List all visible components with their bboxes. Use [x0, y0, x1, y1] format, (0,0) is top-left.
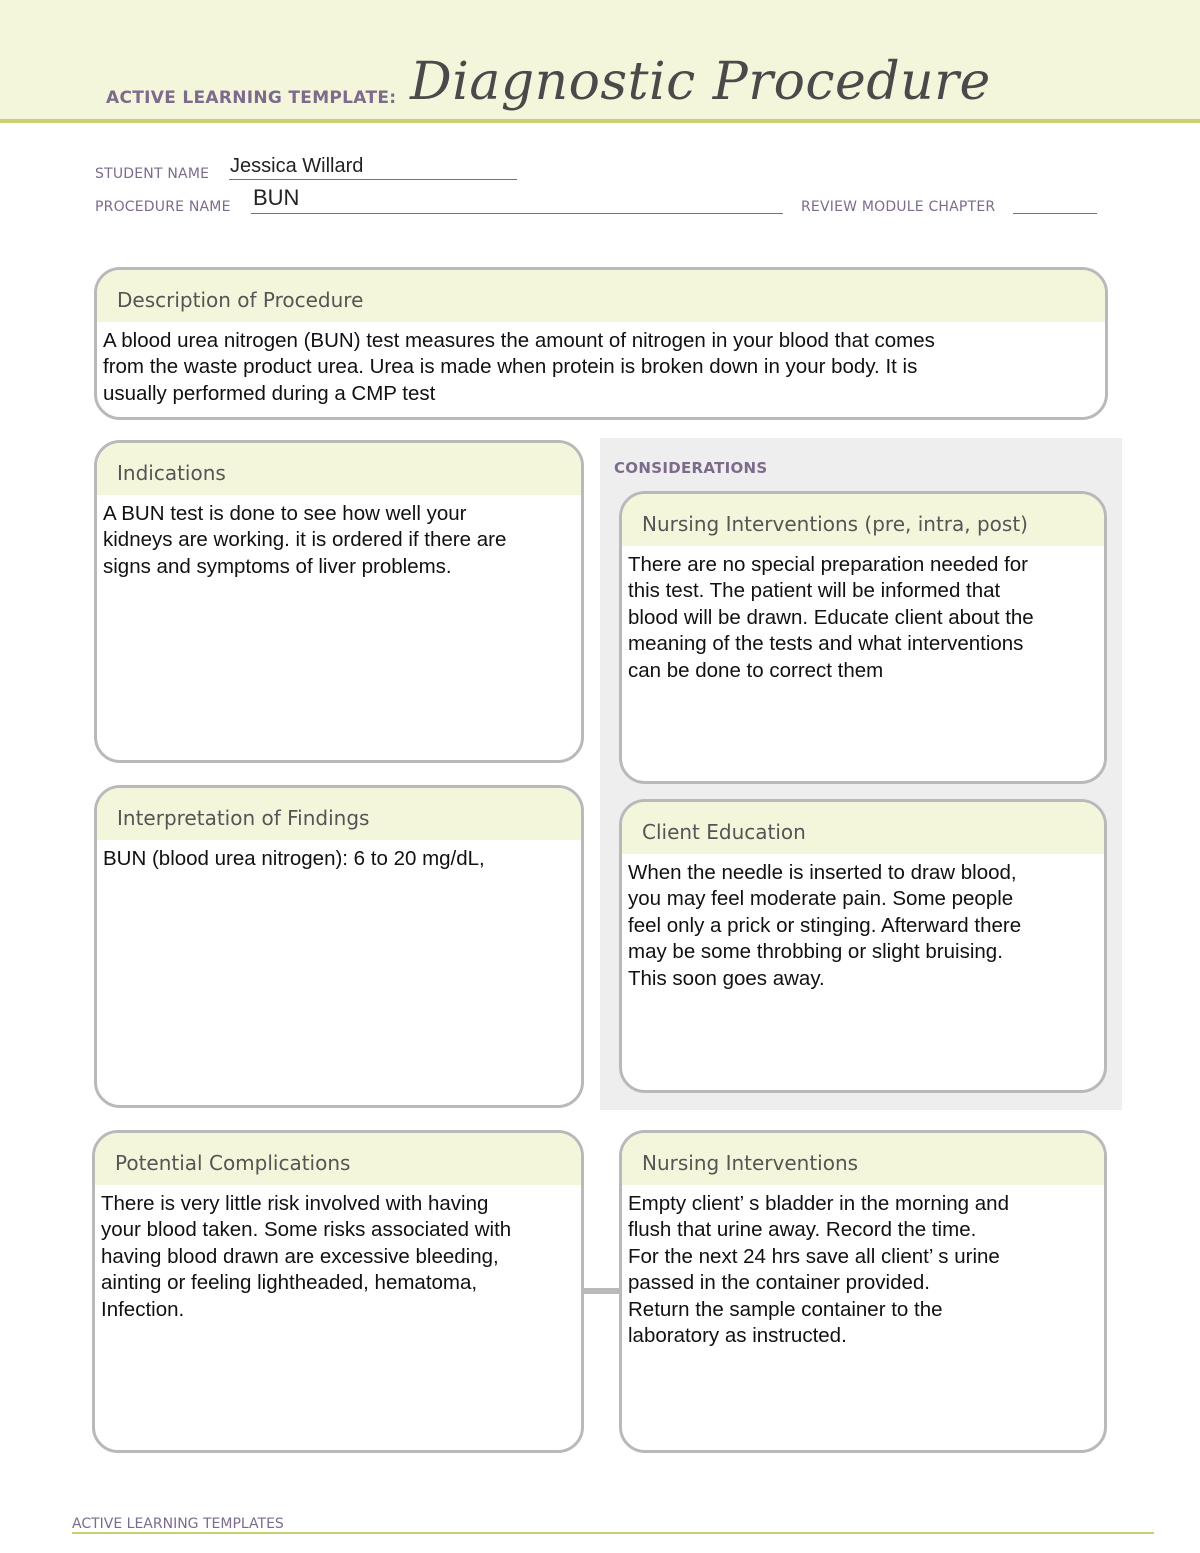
complications-body[interactable]: There is very little risk involved with having your blood taken. Some risks associated with having blood drawn are excessive bleeding, ainting or feeling lightheaded, hematoma, Infection. — [101, 1192, 512, 1321]
footer-rule — [72, 1532, 1154, 1534]
indications-heading: Indications — [97, 443, 581, 495]
section-connector — [583, 1288, 619, 1294]
interpretation-heading: Interpretation of Findings — [97, 788, 581, 840]
template-label: ACTIVE LEARNING TEMPLATE: — [106, 88, 397, 108]
client-education-heading: Client Education — [622, 802, 1104, 854]
indications-section — [94, 440, 584, 763]
nursing-interventions-ppp-section — [619, 491, 1107, 784]
procedure-name-value: BUN — [253, 185, 300, 210]
complications-heading: Potential Complications — [95, 1133, 581, 1185]
page-title: Diagnostic Procedure — [410, 52, 991, 112]
client-education-section — [619, 799, 1107, 1093]
description-body[interactable]: A blood urea nitrogen (BUN) test measures the amount of nitrogen in your blood that comes from the waste product urea. Urea is made when protein is broken down in your body. It is usually performed during a CMP test — [103, 329, 935, 405]
student-name-value: Jessica Willard — [230, 155, 364, 177]
description-section — [94, 267, 1108, 420]
review-module-chapter-label: REVIEW MODULE CHAPTER — [801, 199, 996, 215]
procedure-name-field[interactable] — [251, 198, 783, 214]
complications-section — [92, 1130, 584, 1453]
considerations-title: CONSIDERATIONS — [614, 459, 768, 477]
interpretation-body[interactable]: BUN (blood urea nitrogen): 6 to 20 mg/dL, — [103, 847, 485, 870]
nursing-interventions-heading: Nursing Interventions — [622, 1133, 1104, 1185]
nursing-interventions-ppp-body[interactable]: There are no special preparation needed for this test. The patient will be informed that blood will be drawn. Educate client about the meaning of the tests and what interventions can be done to correct them — [628, 553, 1034, 682]
indications-body[interactable]: A BUN test is done to see how well your kidneys are working. it is ordered if there are signs and symptoms of liver problems. — [103, 502, 507, 578]
interpretation-section — [94, 785, 584, 1108]
procedure-name-label: PROCEDURE NAME — [95, 199, 231, 215]
nursing-interventions-section — [619, 1130, 1107, 1453]
footer-label: ACTIVE LEARNING TEMPLATES — [72, 1516, 284, 1532]
nursing-interventions-ppp-heading: Nursing Interventions (pre, intra, post) — [622, 494, 1104, 546]
description-heading: Description of Procedure — [97, 270, 1105, 322]
client-education-body[interactable]: When the needle is inserted to draw blood, you may feel moderate pain. Some people feel only a prick or stinging. Afterward there may be some throbbing or slight bruising. This soon goes away. — [628, 861, 1022, 990]
header-band — [0, 0, 1200, 123]
student-name-label: STUDENT NAME — [95, 166, 210, 182]
review-module-chapter-field[interactable] — [1013, 198, 1097, 214]
nursing-interventions-body[interactable]: Empty client’ s bladder in the morning and flush that urine away. Record the time. For the next 24 hrs save all client’ s urine passed in the container provided. Return the sample container to the laboratory as instructed. — [628, 1192, 1009, 1348]
